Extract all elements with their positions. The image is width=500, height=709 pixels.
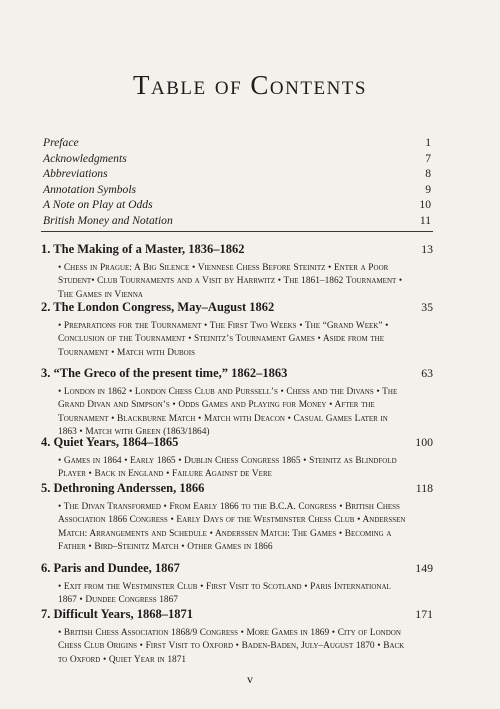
front-matter-page: 11	[419, 213, 431, 227]
chapter-topics: • Exit from the Westminster Club • First Visit to Scotland • Paris International 1867 • Dundee Congress 1867	[58, 582, 391, 606]
front-matter-label: Annotation Symbols	[43, 182, 137, 196]
chapter-topics: • Chess in Prague: A Big Silence • Viennese Chess Before Steinitz • Enter a Poor Student• Club Tournaments and a Visit by Harrwitz • The 1861–1862 Tournament • The Games in Vienna	[58, 263, 403, 300]
chapter-topics: • Preparations for the Tournament • The First Two Weeks • The “Grand Week” • Conclusion of the Tournament • Steinitz’s Tournament Games • Aside from the Tournament • Match with Dubois	[58, 321, 389, 358]
front-matter-label: Preface	[43, 136, 79, 149]
chapter-page: 13	[421, 242, 433, 256]
chapter-page: 100	[415, 435, 433, 449]
chapter-title: 7. Difficult Years, 1868–1871	[41, 607, 193, 621]
page-number: v	[247, 672, 253, 686]
chapter-entry[interactable]	[41, 362, 433, 440]
front-matter-item[interactable]	[43, 152, 431, 168]
chapter-title: 3. “The Greco of the present time,” 1862–1863	[41, 366, 288, 380]
chapter-topics: • London in 1862 • London Chess Club and Purssell’s • Chess and the Divans • The Grand Divan and Simpson’s • Odds Games and Playing for Money • After the Tournament • Blackburne Match • Match with Deacon • Casual Games Later in 1863 • Match with Green (1863/1864)	[58, 387, 398, 438]
front-matter-label: A Note on Play at Odds	[43, 198, 153, 211]
chapter-title: 2. The London Congress, May–August 1862	[41, 300, 275, 314]
chapter-title: 4. Quiet Years, 1864–1865	[41, 435, 179, 449]
front-matter-list	[43, 136, 431, 229]
chapter-topics: • Games in 1864 • Early 1865 • Dublin Chess Congress 1865 • Steinitz as Blindfold Player • Back in England • Failure Against de Vere	[58, 456, 397, 480]
chapter-page: 149	[415, 561, 433, 575]
front-matter-page: 8	[425, 167, 431, 180]
chapter-entry[interactable]	[41, 557, 433, 608]
section-divider	[41, 231, 433, 232]
front-matter-item[interactable]	[43, 198, 431, 214]
chapter-entry[interactable]	[41, 238, 433, 302]
chapter-topics: • British Chess Association 1868/9 Congress • More Games in 1869 • City of London Chess Club Origins • First Visit to Oxford • Baden-Baden, July–August 1870 • Back to Oxford • Quiet Year in 1871	[58, 628, 405, 665]
chapter-page: 171	[415, 607, 433, 621]
chapter-page: 35	[421, 300, 433, 314]
front-matter-page: 10	[419, 198, 431, 211]
front-matter-page: 7	[425, 151, 431, 165]
front-matter-item[interactable]	[43, 136, 431, 152]
page-title: Table of Contents	[133, 70, 367, 100]
front-matter-item[interactable]	[43, 214, 431, 230]
chapter-topics: • The Divan Transformed • From Early 1866 to the B.C.A. Congress • British Chess Association 1866 Congress • Early Days of the Westminster Chess Club • Anderssen Match: Arrangements and Schedule • Anderssen Match: The Games • Becoming a Father • Bird–Steinitz Match • Other Games in 1866	[58, 502, 406, 553]
chapter-page: 63	[421, 366, 433, 380]
front-matter-label: Acknowledgments	[43, 151, 127, 165]
chapter-title: 5. Dethroning Anderssen, 1866	[41, 481, 205, 495]
front-matter-item[interactable]	[43, 167, 431, 183]
chapter-entry[interactable]	[41, 603, 433, 667]
chapter-title: 6. Paris and Dundee, 1867	[41, 561, 180, 575]
chapter-entry[interactable]	[41, 477, 433, 555]
chapter-title: 1. The Making of a Master, 1836–1862	[41, 242, 245, 256]
front-matter-page: 9	[425, 182, 431, 196]
chapter-page: 118	[415, 481, 433, 495]
front-matter-label: British Money and Notation	[43, 213, 173, 227]
front-matter-page: 1	[425, 136, 431, 149]
chapter-entry[interactable]	[41, 296, 433, 360]
chapter-entry[interactable]	[41, 431, 433, 482]
front-matter-label: Abbreviations	[43, 167, 108, 180]
front-matter-item[interactable]	[43, 183, 431, 199]
